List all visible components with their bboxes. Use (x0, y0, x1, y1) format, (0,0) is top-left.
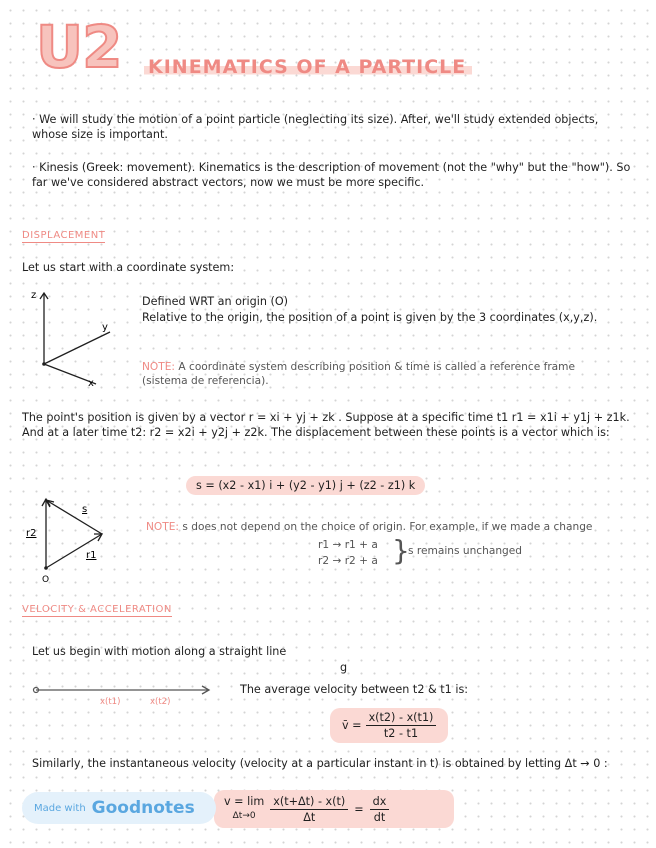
note-label: NOTE: (142, 361, 175, 373)
page-title: KINEMATICS OF A PARTICLE (144, 56, 472, 78)
goodnotes-logo: Goodnotes (91, 798, 195, 818)
avg-lhs: v̄ = (342, 719, 362, 732)
y-axis-label: y (102, 322, 108, 333)
bullet-dot: · (32, 113, 40, 126)
unit-number: U2 (36, 13, 122, 81)
inst-lhs: v = lim (224, 795, 265, 808)
coordinate-system-diagram (26, 284, 126, 388)
origin-point (42, 362, 46, 366)
bullet-dot: · (32, 161, 40, 174)
displacement-intro: Let us start with a coordinate system: (22, 261, 235, 274)
average-velocity-text: The average velocity between t2 & t1 is: (240, 683, 469, 696)
bullet-2 (32, 160, 632, 190)
change-r1: r1 → r1 + a (318, 539, 378, 551)
brace: } (392, 534, 410, 567)
s-label: s (82, 504, 88, 515)
x-t2-label: x(t2) (150, 697, 171, 707)
derivative-denominator: dt (373, 810, 386, 824)
reference-frame-note (142, 360, 622, 388)
origin-point (44, 566, 48, 570)
inst-numerator: x(t+Δt) - x(t) (270, 794, 348, 810)
bullet-2-text: Kinesis (Greek: movement). Kinematics is the description of movement (not the "why" but the "how"). So far we've considered abstract vectors, now we must be more specific. (32, 161, 631, 189)
avg-fraction (366, 710, 437, 741)
section-heading-velocity: VELOCITY & ACCELERATION (22, 604, 172, 615)
instantaneous-velocity-formula (214, 790, 454, 828)
avg-denominator: t2 - t1 (383, 727, 419, 740)
y-axis (44, 332, 110, 364)
inst-denominator: Δt (303, 810, 316, 824)
note2-label: NOTE: (146, 521, 179, 533)
r1-label: r1 (86, 550, 97, 561)
origin-label: O (42, 575, 50, 585)
s-remains-unchanged: s remains unchanged (408, 545, 523, 557)
avg-numerator: x(t2) - x(t1) (366, 710, 437, 726)
bullet-1 (32, 112, 632, 142)
displacement-formula: s = (x2 - x1) i + (y2 - y1) j + (z2 - z1) k (186, 476, 425, 495)
relative-origin-text: Relative to the origin, the position of a point is given by the 3 coordinates (x,y,z). (142, 311, 598, 324)
made-with-text: Made with (34, 802, 86, 814)
equals-sign: = (354, 802, 364, 816)
goodnotes-badge[interactable] (22, 792, 216, 824)
s-vector (46, 500, 102, 534)
average-velocity-formula (330, 708, 448, 743)
limit-subscript: Δt→0 (232, 811, 256, 821)
defined-wrt-text: Defined WRT an origin (O) (142, 295, 289, 308)
inst-fraction (270, 794, 348, 825)
origin-choice-note (146, 520, 636, 534)
number-line-diagram (30, 680, 216, 708)
displacement-triangle-diagram (24, 490, 124, 586)
instantaneous-velocity-text: Similarly, the instantaneous velocity (velocity at a particular instant in t) is obtained by letting Δt → 0 : (32, 757, 608, 770)
r2-label: r2 (26, 528, 37, 539)
bullet-1-text: We will study the motion of a point particle (neglecting its size). After, we'll study extended objects, whose size is important. (32, 113, 599, 141)
section-heading-displacement: DISPLACEMENT (22, 230, 106, 241)
change-r2: r2 → r2 + a (318, 555, 378, 567)
derivative-numerator: dx (370, 794, 390, 810)
velocity-intro: Let us begin with motion along a straight line (32, 645, 287, 658)
position-vector-text: The point's position is given by a vector r = xi + yj + zk . Suppose at a specific time t1 r1 = x1i + y1j + z1k. And at a later time t2: r2 = x2i + y2j + z2k. The displacement between these points is a vector which is: (22, 411, 630, 439)
x-t1-label: x(t1) (100, 697, 121, 707)
x-axis-label: x (88, 378, 94, 388)
z-axis-label: z (31, 290, 37, 301)
derivative (370, 794, 390, 825)
note2-text: s does not depend on the choice of origin. For example, if we made a change (182, 521, 593, 533)
limit-expression (224, 794, 264, 824)
stray-mark: g (340, 661, 348, 674)
note-text: A coordinate system describing position & time is called a reference frame (sistema de referencia). (142, 361, 576, 387)
